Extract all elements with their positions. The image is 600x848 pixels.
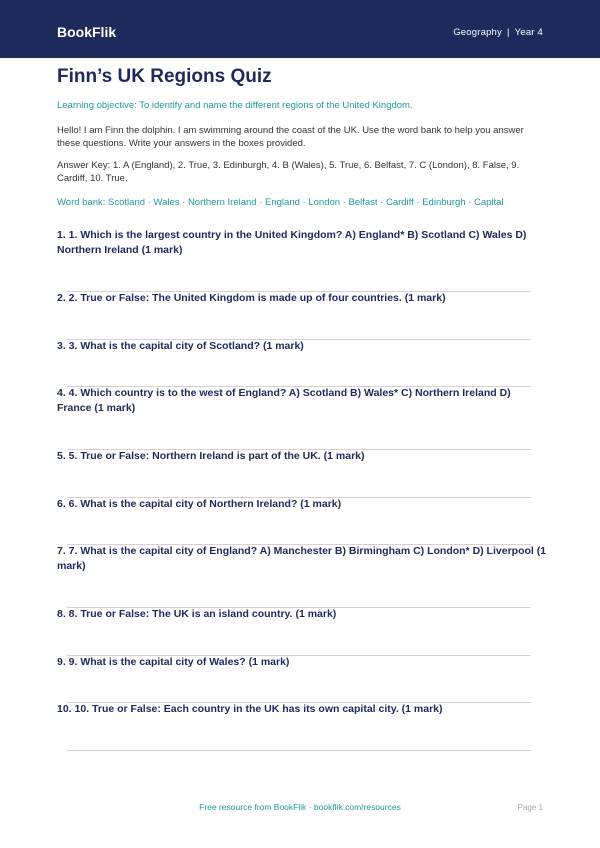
header-bar bbox=[0, 0, 600, 58]
question-5: 5. 5. True or False: Northern Ireland is part of the UK. (1 mark) bbox=[57, 450, 365, 462]
word-bank: Word bank: Scotland · Wales · Northern Ireland · England · London · Belfast · Cardiff · Edinburgh · Capital bbox=[57, 197, 504, 208]
question-8: 8. 8. True or False: The UK is an island country. (1 mark) bbox=[57, 608, 337, 620]
learning-objective: Learning objective: To identify and name the different regions of the United Kingdom. bbox=[57, 100, 413, 111]
answer-line-2[interactable] bbox=[67, 339, 531, 340]
page-title: Finn’s UK Regions Quiz bbox=[57, 66, 272, 87]
question-7: 7. 7. What is the capital city of England? A) Manchester B) Birmingham C) London* D) Liverpool (1 mark) bbox=[57, 545, 547, 572]
brand-logo-text[interactable]: BookFlik bbox=[57, 24, 117, 40]
question-2: 2. 2. True or False: The United Kingdom is made up of four countries. (1 mark) bbox=[57, 292, 446, 304]
question-1: 1. 1. Which is the largest country in the United Kingdom? A) England* B) Scotland C) Wales D) Northern Ireland (1 mark) bbox=[57, 229, 527, 256]
subject-label: Geography bbox=[453, 27, 502, 38]
answer-key: Answer Key: 1. A (England), 2. True, 3. Edinburgh, 4. B (Wales), 5. True, 6. Belfast, 7. C (London), 8. False, 9. Cardiff, 10. True. bbox=[57, 160, 520, 184]
answer-line-7[interactable] bbox=[67, 607, 531, 608]
answer-line-9[interactable] bbox=[67, 702, 531, 703]
intro-text: Hello! I am Finn the dolphin. I am swimming around the coast of the UK. Use the word bank to help you answer these questions. Write your answers in the boxes provided. bbox=[57, 125, 524, 149]
year-label: Year 4 bbox=[514, 27, 543, 38]
question-4: 4. 4. Which country is to the west of England? A) Scotland B) Wales* C) Northern Ireland D) France (1 mark) bbox=[57, 387, 511, 414]
answer-line-1[interactable] bbox=[67, 291, 531, 292]
question-3: 3. 3. What is the capital city of Scotland? (1 mark) bbox=[57, 340, 304, 352]
question-9: 9. 9. What is the capital city of Wales? (1 mark) bbox=[57, 656, 290, 668]
footer-resource-link[interactable]: Free resource from BookFlik · bookflik.com/resources bbox=[199, 802, 401, 812]
question-6: 6. 6. What is the capital city of Northern Ireland? (1 mark) bbox=[57, 498, 342, 510]
page-number: Page 1 bbox=[517, 803, 543, 812]
answer-line-3[interactable] bbox=[67, 386, 531, 387]
answer-line-10[interactable] bbox=[67, 750, 531, 751]
subject-year-label bbox=[453, 27, 543, 38]
answer-line-6[interactable] bbox=[67, 544, 531, 545]
answer-line-5[interactable] bbox=[67, 497, 531, 498]
answer-line-8[interactable] bbox=[67, 655, 531, 656]
question-10: 10. 10. True or False: Each country in the UK has its own capital city. (1 mark) bbox=[57, 703, 443, 715]
separator: | bbox=[507, 27, 510, 38]
answer-line-4[interactable] bbox=[67, 449, 531, 450]
